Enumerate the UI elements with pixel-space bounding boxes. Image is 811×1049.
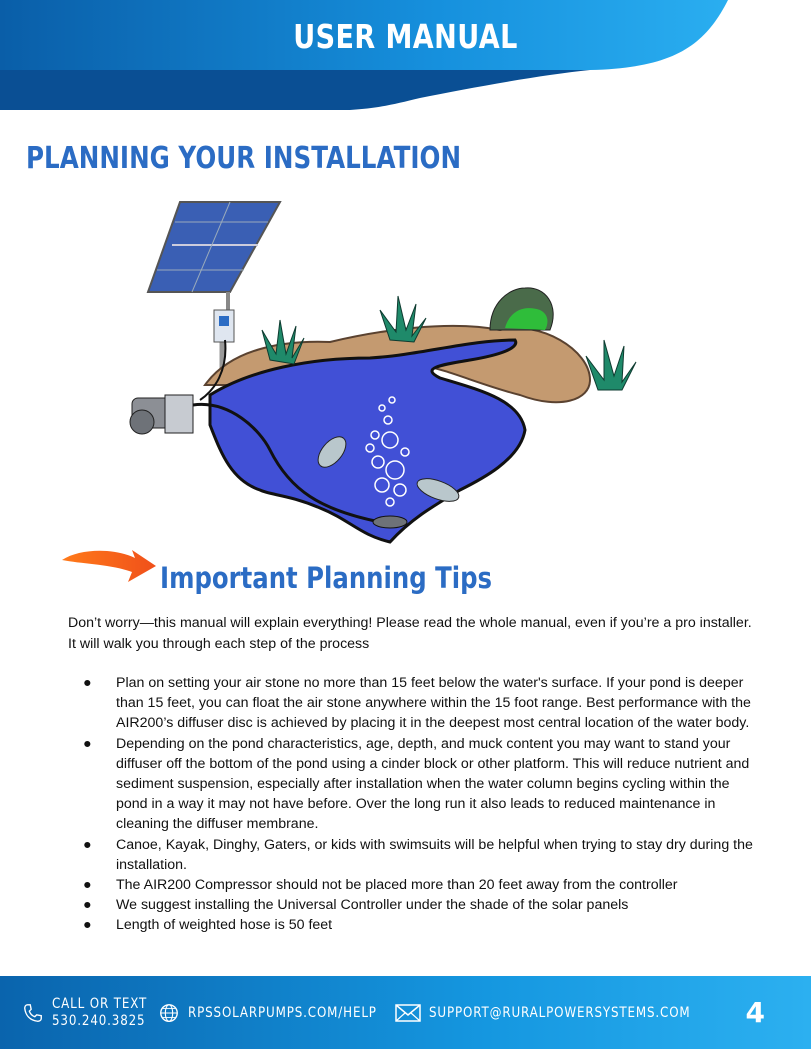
list-item: ● Depending on the pond characteristics, age, depth, and muck content you may want to stand your diffuser off the bottom of the pond using a cinder block or other platform. This will reduce nutrient and sediment suspension, especially after installation when the water column begins cycling within the pond in a way it may not have before. Over the long run it also leads to reduced maintenance in cleaning the diffuser membrane. [83,735,750,833]
compressor-icon [130,395,193,434]
footer-phone[interactable] [22,976,164,1049]
tips-list [68,673,758,936]
header-title: USER MANUAL [293,17,518,56]
bush-icon [490,288,553,330]
list-item: ● Canoe, Kayak, Dinghy, Gaters, or kids with swimsuits will be helpful when trying to stay dry during the installation. [83,836,753,873]
phone-icon [22,1002,44,1024]
page-number: 4 [745,996,765,1029]
email-link[interactable]: SUPPORT@RURALPOWERSYSTEMS.COM [429,1004,691,1021]
list-item: ● Length of weighted hose is 50 feet [83,917,333,934]
page-footer [0,976,811,1049]
phone-number: 530.240.3825 [52,1012,146,1029]
section-title: PLANNING YOUR INSTALLATION [26,141,462,176]
pond-aeration-illustration [120,190,660,550]
curved-arrow-icon [60,546,158,604]
list-item: ● Plan on setting your air stone no more than 15 feet below the water's surface. If your pond is deeper than 15 feet, you can float the air stone anywhere within the 15 foot range. Best performance with the AIR200’s diffuser disc is achieved by placing it in the deepest most central location of the water body. [83,675,751,732]
intro-paragraph: Don’t worry—this manual will explain everything! Please read the whole manual, even if you’re a pro installer. It will walk you through each step of the process [68,615,752,652]
list-item: ● The AIR200 Compressor should not be placed more than 20 feet away from the controller [83,877,678,894]
controller-icon [214,310,234,342]
list-item: ● We suggest installing the Universal Controller under the shade of the solar panels [83,897,629,914]
tips-title: Important Planning Tips [160,561,493,595]
footer-website[interactable] [158,976,410,1049]
footer-email[interactable] [395,976,737,1049]
phone-label: CALL OR TEXT [52,995,148,1012]
envelope-icon [395,1003,421,1023]
website-link[interactable]: RPSSOLARPUMPS.COM/HELP [188,1004,377,1021]
page-header [0,0,811,112]
diffuser-icon [373,516,407,528]
globe-icon [158,1002,180,1024]
